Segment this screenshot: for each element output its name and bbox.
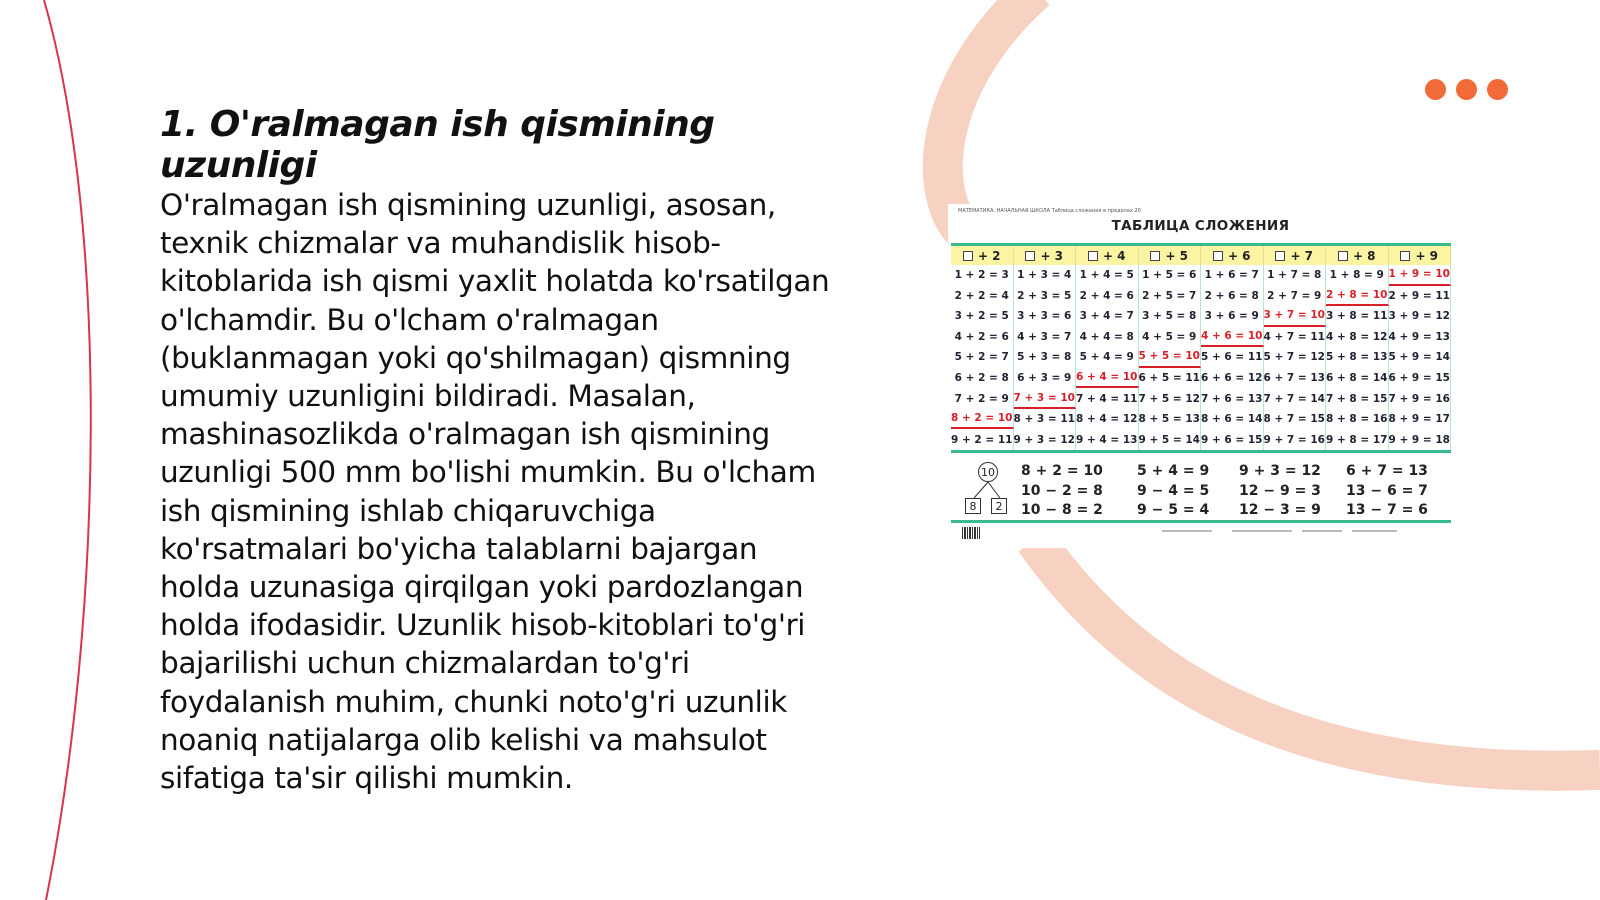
- table-cell: 9 + 8 = 17: [1326, 429, 1389, 450]
- example-equation: 9 + 3 = 12: [1239, 463, 1321, 479]
- table-cell: 2 + 5 = 7: [1139, 286, 1202, 307]
- table-cell: 1 + 3 = 4: [1014, 265, 1077, 286]
- left-accent-line: [44, 0, 91, 900]
- empty-box-icon: [1275, 251, 1285, 261]
- table-header-label: + 7: [1290, 248, 1314, 263]
- example-equation: 5 + 4 = 9: [1137, 463, 1210, 479]
- table-cell: 9 + 6 = 15: [1201, 429, 1264, 450]
- example-equation: 10 − 8 = 2: [1021, 502, 1103, 518]
- table-cell: 1 + 6 = 7: [1201, 265, 1264, 286]
- table-header-cell: [1076, 246, 1139, 265]
- example-column: [1137, 462, 1209, 521]
- table-cell: 7 + 9 = 16: [1389, 388, 1452, 409]
- slide-body-text: O'ralmagan ish qismining uzunligi, asosan, texnik chizmalar va muhandislik hisob-kitoblarida ish qismi yaxlit holatda ko'rsatilgan o'lchamdir. Bu o'lcham o'ralmagan (buklanmagan yoki qo'shilmagan) qismning umumiy uzunligini bildiradi. Masalan, mashinasozlikda o'ralmagan ish qismining uzunligi 500 mm bo'lishi mumkin. Bu o'lcham ish qismining ishlab chiqaruvchiga ko'rsatmalari bo'yicha talablarni bajargan holda uzunasiga qirqilgan yoki pardozlangan holda ifodasidir. Uzunlik hisob-kitoblari to'g'ri bajarilishi uchun chizmalardan to'g'ri foydalanish muhim, chunki noto'g'ri uzunlik noaniq natijalarga olib kelishi va mahsulot sifatiga ta'sir qilishi mumkin.: [160, 188, 830, 796]
- tree-lines: [965, 462, 1009, 502]
- table-cell: 2 + 7 = 9: [1264, 286, 1327, 307]
- table-header-label: + 6: [1227, 248, 1251, 263]
- table-cell: 4 + 5 = 9: [1139, 327, 1202, 348]
- table-cell: 3 + 4 = 7: [1076, 306, 1139, 327]
- table-cell: 8 + 5 = 13: [1139, 409, 1202, 430]
- addition-table-image: [948, 204, 1453, 548]
- table-cell: 2 + 4 = 6: [1076, 286, 1139, 307]
- table-cell: 1 + 2 = 3: [951, 265, 1014, 286]
- table-caption: МАТЕМАТИКА. НАЧАЛЬНАЯ ШКОЛА Таблица сложения в пределах 20: [958, 208, 1141, 214]
- table-cell: 8 + 3 = 11: [1014, 409, 1077, 430]
- number-circle: 10: [978, 462, 998, 482]
- table-cell: 3 + 7 = 10: [1264, 306, 1327, 327]
- table-header-cell: [1014, 246, 1077, 265]
- table-cell: 7 + 7 = 14: [1264, 388, 1327, 409]
- table-header-cell: [951, 246, 1014, 265]
- table-cell: 6 + 7 = 13: [1264, 368, 1327, 389]
- table-cell: 6 + 6 = 12: [1201, 368, 1264, 389]
- table-cell: 9 + 3 = 12: [1014, 429, 1077, 450]
- table-cell: 6 + 8 = 14: [1326, 368, 1389, 389]
- table-cell: 1 + 4 = 5: [1076, 265, 1139, 286]
- table-header-label: + 3: [1040, 248, 1064, 263]
- empty-box-icon: [1088, 251, 1098, 261]
- example-equation: 10 − 2 = 8: [1021, 482, 1103, 499]
- example-equation: 8 + 2 = 10: [1021, 463, 1103, 479]
- example-equation: 9 − 5 = 4: [1137, 502, 1210, 518]
- table-cell: 8 + 6 = 14: [1201, 409, 1264, 430]
- table-cell: 7 + 2 = 9: [951, 388, 1014, 409]
- table-cell: 4 + 8 = 12: [1326, 327, 1389, 348]
- table-cell: 1 + 9 = 10: [1389, 265, 1452, 286]
- slide-title: 1. O'ralmagan ish qismining uzunligi: [160, 104, 715, 186]
- table-cell: 9 + 7 = 16: [1264, 429, 1327, 450]
- table-cell: 2 + 2 = 4: [951, 286, 1014, 307]
- number-box-left: 8: [965, 498, 981, 514]
- table-cell: 5 + 7 = 12: [1264, 347, 1327, 368]
- table-cell: 2 + 8 = 10: [1326, 286, 1389, 307]
- table-cell: 3 + 9 = 12: [1389, 306, 1452, 327]
- table-header-label: + 8: [1352, 248, 1376, 263]
- table-cell: 4 + 6 = 10: [1201, 327, 1264, 348]
- barcode-icon: [962, 527, 980, 539]
- table-header-cell: [1139, 246, 1202, 265]
- table-cell: 7 + 5 = 12: [1139, 388, 1202, 409]
- table-cell: 7 + 3 = 10: [1014, 388, 1077, 409]
- table-cell: 7 + 8 = 15: [1326, 388, 1389, 409]
- table-cell: 6 + 9 = 15: [1389, 368, 1452, 389]
- empty-box-icon: [1338, 251, 1348, 261]
- empty-box-icon: [1400, 251, 1410, 261]
- empty-box-icon: [963, 251, 973, 261]
- table-cell: 8 + 2 = 10: [951, 409, 1014, 430]
- table-cell: 8 + 7 = 15: [1264, 409, 1327, 430]
- table-header-cell: [1389, 246, 1452, 265]
- table-header-label: + 4: [1102, 248, 1126, 263]
- table-cell: 1 + 7 = 8: [1264, 265, 1327, 286]
- table-cell: 8 + 4 = 12: [1076, 409, 1139, 430]
- table-cell: 8 + 8 = 16: [1326, 409, 1389, 430]
- table-cell: 3 + 8 = 11: [1326, 306, 1389, 327]
- empty-box-icon: [1150, 251, 1160, 261]
- example-equation: 9 − 4 = 5: [1137, 482, 1210, 499]
- table-title: ТАБЛИЦА СЛОЖЕНИЯ: [1111, 218, 1290, 234]
- dot-icon: [1425, 79, 1446, 100]
- table-cell: 5 + 4 = 9: [1076, 347, 1139, 368]
- table-cell: 3 + 2 = 5: [951, 306, 1014, 327]
- table-cell: 4 + 2 = 6: [951, 327, 1014, 348]
- example-equation: 6 + 7 = 13: [1346, 463, 1428, 479]
- table-cell: 6 + 4 = 10: [1076, 368, 1139, 389]
- table-cell: 5 + 2 = 7: [951, 347, 1014, 368]
- table-cell: 4 + 7 = 11: [1264, 327, 1327, 348]
- table-cell: 5 + 3 = 8: [1014, 347, 1077, 368]
- examples-area: [951, 454, 1451, 518]
- example-column: [1346, 462, 1428, 521]
- number-composition: [965, 462, 1009, 518]
- table-cell: 4 + 9 = 13: [1389, 327, 1452, 348]
- table-cell: 6 + 3 = 9: [1014, 368, 1077, 389]
- example-equation: 12 − 9 = 3: [1239, 482, 1321, 499]
- empty-box-icon: [1213, 251, 1223, 261]
- table-cell: 6 + 5 = 11: [1139, 368, 1202, 389]
- table-cell: 9 + 9 = 18: [1389, 429, 1452, 450]
- table-cell: 5 + 6 = 11: [1201, 347, 1264, 368]
- table-header-cell: [1201, 246, 1264, 265]
- table-header-row: [951, 243, 1451, 265]
- table-cell: 4 + 4 = 8: [1076, 327, 1139, 348]
- table-header-cell: [1326, 246, 1389, 265]
- table-cell: 3 + 3 = 6: [1014, 306, 1077, 327]
- table-cell: 3 + 6 = 9: [1201, 306, 1264, 327]
- slide-dots: [1425, 79, 1508, 100]
- table-divider: [951, 450, 1451, 453]
- table-cell: 2 + 3 = 5: [1014, 286, 1077, 307]
- table-bottom-divider: [951, 520, 1451, 523]
- example-column: [1239, 462, 1321, 521]
- example-equation: 12 − 3 = 9: [1239, 502, 1321, 518]
- table-header-cell: [1264, 246, 1327, 265]
- table-cell: 2 + 9 = 11: [1389, 286, 1452, 307]
- table-cell: 3 + 5 = 8: [1139, 306, 1202, 327]
- table-cell: 2 + 6 = 8: [1201, 286, 1264, 307]
- empty-box-icon: [1025, 251, 1035, 261]
- number-box-right: 2: [991, 498, 1007, 514]
- table-cell: 6 + 2 = 8: [951, 368, 1014, 389]
- table-cell: 7 + 4 = 11: [1076, 388, 1139, 409]
- table-header-label: + 2: [977, 248, 1001, 263]
- table-grid: [951, 265, 1451, 450]
- table-cell: 1 + 8 = 9: [1326, 265, 1389, 286]
- table-cell: 7 + 6 = 13: [1201, 388, 1264, 409]
- example-equation: 13 − 7 = 6: [1346, 502, 1428, 518]
- table-cell: 9 + 5 = 14: [1139, 429, 1202, 450]
- table-cell: 5 + 9 = 14: [1389, 347, 1452, 368]
- table-header-label: + 9: [1415, 248, 1439, 263]
- dot-icon: [1487, 79, 1508, 100]
- example-column: [1021, 462, 1103, 521]
- table-cell: 1 + 5 = 6: [1139, 265, 1202, 286]
- table-cell: 9 + 2 = 11: [951, 429, 1014, 450]
- table-cell: 5 + 5 = 10: [1139, 347, 1202, 368]
- table-cell: 4 + 3 = 7: [1014, 327, 1077, 348]
- example-equation: 13 − 6 = 7: [1346, 482, 1428, 499]
- dot-icon: [1456, 79, 1477, 100]
- table-cell: 9 + 4 = 13: [1076, 429, 1139, 450]
- table-header-label: + 5: [1165, 248, 1189, 263]
- table-cell: 8 + 9 = 17: [1389, 409, 1452, 430]
- table-cell: 5 + 8 = 13: [1326, 347, 1389, 368]
- table-footer: [962, 527, 1442, 541]
